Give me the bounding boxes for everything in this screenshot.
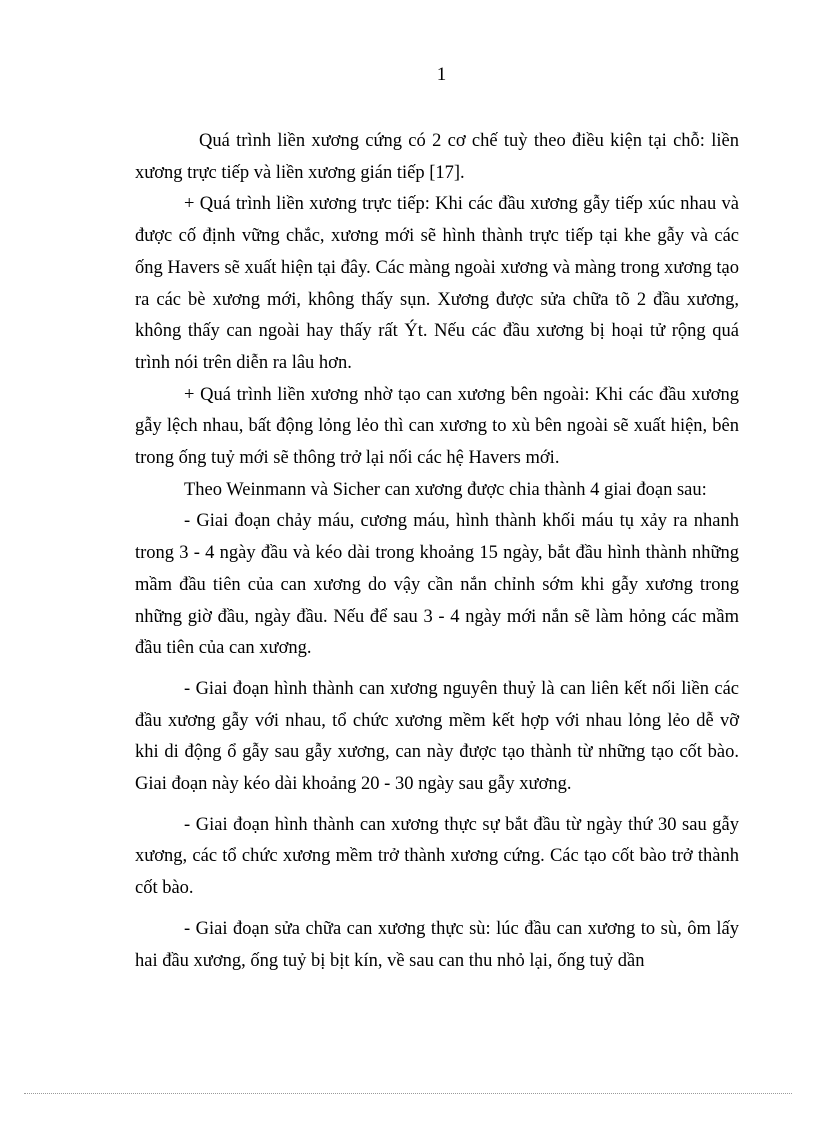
- paragraph-stage-bleeding: - Giai đoạn chảy máu, cương máu, hình thành khối máu tụ xảy ra nhanh trong 3 - 4 ngày đầu và kéo dài trong khoảng 15 ngày, bắt đầu hình thành những mầm đầu tiên của can xương do vậy cần nắn chỉnh sớm khi gẫy xương trong những giờ đầu, ngày đầu. Nếu để sau 3 - 4 ngày mới nắn sẽ làm hỏng các mầm đầu tiên của can xương.: [135, 511, 739, 659]
- paragraph-direct-healing: + Quá trình liền xương trực tiếp: Khi các đầu xương gẫy tiếp xúc nhau và được cố định vững chắc, xương mới sẽ hình thành trực tiếp tại khe gẫy và các ống Havers sẽ xuất hiện tại đây. Các màng ngoài xương và màng trong xương tạo ra các bè xương mới, không thấy sụn. Xương được sửa chữa tõ 2 đầu xương, không thấy can ngoài hay thấy rất Ýt. Nếu các đầu xương bị hoại tử rộng quá trình nói trên diễn ra lâu hơn.: [135, 194, 739, 373]
- paragraph-bone-healing-mechanisms: Quá trình liền xương cứng có 2 cơ chế tuỳ theo điều kiện tại chỗ: liền xương trực tiếp và liền xương gián tiếp [17].: [135, 131, 739, 183]
- paragraph-stage-primitive-callus: - Giai đoạn hình thành can xương nguyên thuỷ là can liên kết nối liền các đầu xương gẫy với nhau, tổ chức xương mềm kết hợp với nhau lỏng lẻo dễ vỡ khi di động ổ gẫy sau gẫy xương, can này được tạo thành từ những tạo cốt bào. Giai đoạn này kéo dài khoảng 20 - 30 ngày sau gẫy xương.: [135, 678, 739, 795]
- paragraph-indirect-healing: + Quá trình liền xương nhờ tạo can xương bên ngoài: Khi các đầu xương gẫy lệch nhau, bất động lỏng lẻo thì can xương to xù bên ngoài sẽ xuất hiện, bên trong ống tuỷ mới sẽ thông trở lại nối các hệ Havers mới.: [135, 384, 739, 469]
- paragraph-stage-true-callus: - Giai đoạn hình thành can xương thực sự bắt đầu từ ngày thứ 30 sau gẫy xương, các tổ chức xương mềm trở thành xương cứng. Các tạo cốt bào trở thành cốt bào.: [135, 814, 739, 899]
- page-bottom-divider: [24, 1093, 792, 1094]
- paragraph-four-stages-intro: Theo Weinmann và Sicher can xương được chia thành 4 giai đoạn sau:: [184, 479, 707, 500]
- paragraph-stage-remodeling: - Giai đoạn sửa chữa can xương thực sù: lúc đầu can xương to sù, ôm lấy hai đầu xương, ống tuỷ bị bịt kín, về sau can thu nhỏ lại, ống tuỷ dần: [135, 918, 739, 971]
- document-body: [135, 126, 739, 977]
- page-number: 1: [436, 64, 447, 85]
